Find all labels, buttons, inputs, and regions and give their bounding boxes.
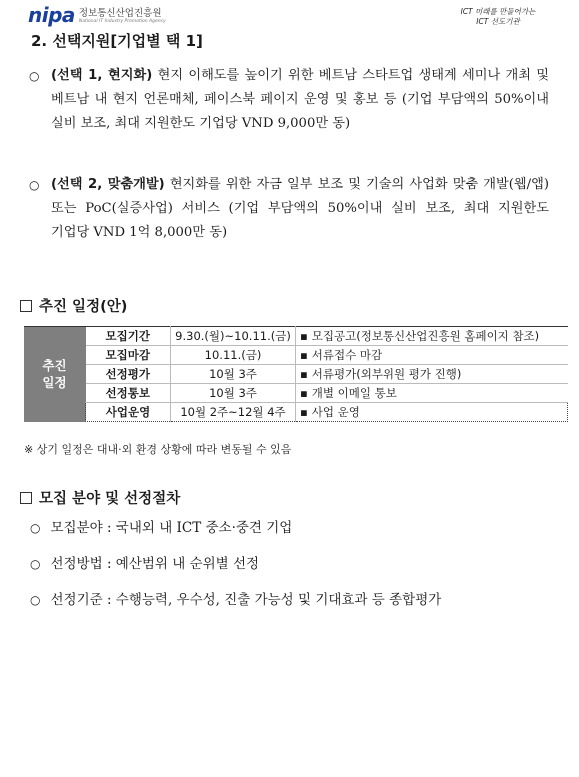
- circle-bullet-icon: ○: [30, 521, 41, 535]
- option-2: [29, 173, 549, 245]
- row-desc-text: 사업 운영: [311, 405, 360, 419]
- recruit-item-method: [30, 554, 259, 574]
- option-1: [29, 64, 549, 136]
- square-bullet-icon: ▪: [300, 367, 308, 381]
- table-row: [24, 365, 568, 384]
- logo-korean-name: 정보통신산업진흥원: [78, 8, 162, 19]
- row-date: 10.11.(금): [171, 346, 296, 365]
- square-bullet-icon: ▪: [300, 348, 308, 362]
- row-date: 10월 2주~12월 4주: [171, 403, 296, 422]
- row-desc: [296, 403, 568, 422]
- slogan-line-2: ICT 선도기관: [476, 17, 520, 26]
- square-bullet-icon: ▪: [300, 329, 308, 343]
- row-date: 10월 3주: [171, 365, 296, 384]
- recruit-item-text: 선정기준 : 수행능력, 우수성, 진출 가능성 및 기대효과 등 종합평가: [50, 592, 442, 608]
- page-header: [0, 0, 579, 30]
- option-2-label: (선택 2, 맞춤개발): [51, 177, 165, 192]
- row-date: 9.30.(월)~10.11.(금): [171, 327, 296, 346]
- schedule-table: [24, 326, 568, 422]
- logo-english-name: National IT Industry Promotion Agency: [78, 19, 166, 24]
- nipa-logo: [28, 5, 166, 25]
- section2-title: 2. 선택지원[기업별 택 1]: [31, 32, 203, 50]
- option-1-label: (선택 1, 현지화): [51, 68, 153, 83]
- row-desc-text: 서류접수 마감: [311, 348, 383, 362]
- table-row: [24, 384, 568, 403]
- row-desc: [296, 346, 568, 365]
- row-desc: [296, 327, 568, 346]
- logo-mark: nipa: [28, 3, 75, 27]
- slogan-line-1: ICT 미래를 만들어가는: [460, 7, 536, 16]
- option-2-text: 현지화를 위한 자금 일부 보조 및 기술의 사업화 맞춤 개발(웹/앱) 또는 PoC(실증사업) 서비스 (기업 부담액의 50%이내 실비 보조, 최대 지원한도 기업당 VND 1억 8,000만 동): [51, 177, 549, 240]
- schedule-title-text: 추진 일정(안): [39, 299, 128, 315]
- row-desc: [296, 365, 568, 384]
- recruit-title: [20, 487, 180, 508]
- side-label-2: 일정: [42, 375, 67, 391]
- circle-bullet-icon: ○: [30, 593, 41, 607]
- slogan: [453, 7, 543, 27]
- row-label: 선정평가: [86, 365, 171, 384]
- row-desc-text: 모집공고(정보통신산업진흥원 홈페이지 참조): [311, 329, 540, 343]
- circle-bullet-icon: ○: [30, 557, 41, 571]
- row-desc-text: 개별 이메일 통보: [311, 386, 397, 400]
- row-date: 10월 3주: [171, 384, 296, 403]
- option-1-text: 현지 이해도를 높이기 위한 베트남 스타트업 생태계 세미나 개최 및 베트남 내 현지 언론매체, 페이스북 페이지 운영 및 홍보 등 (기업 부담액의 50%이내 실비 보조, 최대 지원한도 기업당 VND 9,000만 동): [51, 68, 549, 131]
- circle-bullet-icon: ○: [29, 69, 40, 83]
- recruit-item-criteria: [30, 590, 441, 610]
- table-row: [24, 327, 568, 346]
- recruit-title-text: 모집 분야 및 선정절차: [39, 491, 181, 507]
- schedule-note: ※ 상기 일정은 대내·외 환경 상황에 따라 변동될 수 있음: [24, 443, 292, 456]
- row-desc-text: 서류평가(외부위원 평가 진행): [311, 367, 462, 381]
- schedule-title: [20, 295, 127, 316]
- row-label: 사업운영: [86, 403, 171, 422]
- recruit-item-field: [30, 518, 292, 538]
- recruit-item-text: 모집분야 : 국내외 내 ICT 중소·중견 기업: [50, 520, 293, 536]
- table-row: [24, 403, 568, 422]
- side-label-1: 추진: [42, 358, 67, 374]
- checkbox-square-icon: [20, 492, 32, 504]
- square-bullet-icon: ▪: [300, 405, 308, 419]
- recruit-item-text: 선정방법 : 예산범위 내 순위별 선정: [50, 556, 260, 572]
- logo-text: [79, 8, 166, 25]
- option-2-body: [51, 173, 549, 245]
- row-label: 선정통보: [86, 384, 171, 403]
- row-label: 모집마감: [86, 346, 171, 365]
- square-bullet-icon: ▪: [300, 386, 308, 400]
- table-row: [24, 346, 568, 365]
- row-label: 모집기간: [86, 327, 171, 346]
- row-desc: [296, 384, 568, 403]
- circle-bullet-icon: ○: [29, 178, 40, 192]
- option-1-body: [51, 64, 549, 136]
- checkbox-square-icon: [20, 300, 32, 312]
- schedule-side-label: [24, 327, 86, 422]
